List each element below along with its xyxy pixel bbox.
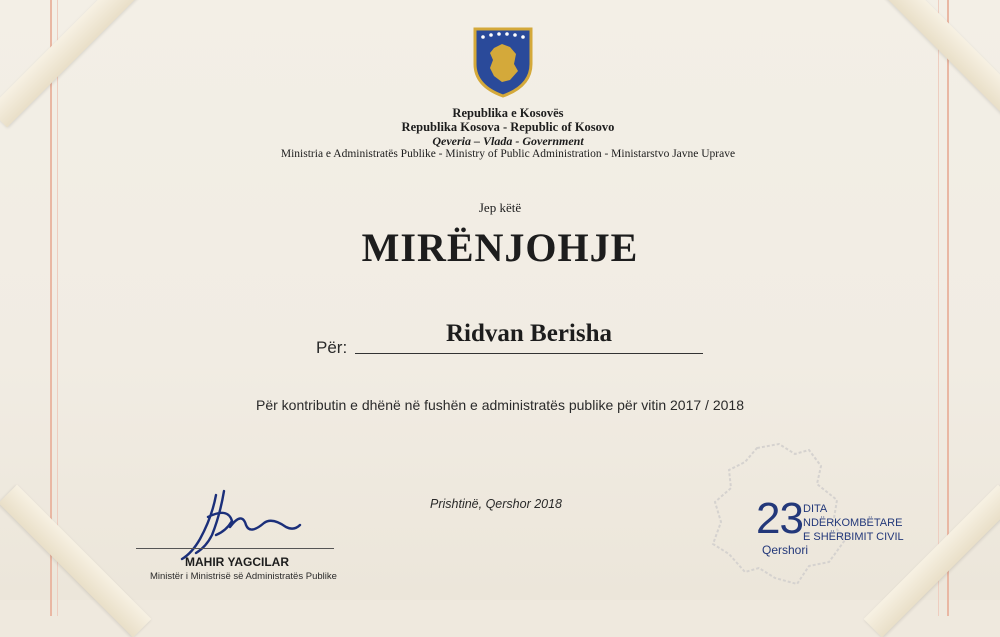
gives-text: Jep këtë xyxy=(478,200,522,215)
signatory-role: Ministër i Ministrisë së Administratës Publike xyxy=(150,571,337,582)
for-label: Për: xyxy=(316,338,348,357)
recipient-name: Ridvan Berisha xyxy=(445,320,612,347)
kosovo-coat-of-arms-icon xyxy=(472,26,534,98)
place-date: Prishtinë, Qershor 2018 xyxy=(430,497,563,511)
contribution-text: Për kontributin e dhënë në fushën e administratës publike për vitin 2017 / 2018 xyxy=(256,397,744,413)
signature-line xyxy=(136,548,334,549)
day-text-line-1: DITA xyxy=(803,503,828,515)
header-line-4: Ministria e Administratës Publike - Ministry of Public Administration - Ministarstvo Javne Uprave xyxy=(280,148,736,160)
day-text-line-3: E SHËRBIMIT CIVIL xyxy=(803,531,904,543)
day-number: 23 xyxy=(756,494,803,543)
header-line-3: Qeveria – Vlada - Government xyxy=(432,134,584,148)
header-line-2: Republika Kosova - Republic of Kosovo xyxy=(401,120,615,134)
recipient-underline xyxy=(355,353,703,354)
signatory-name: MAHIR YAGCILAR xyxy=(185,555,290,569)
header-line-1: Republika e Kosovës xyxy=(452,106,564,120)
certificate-title: MIRËNJOHJE xyxy=(361,225,639,270)
day-text-line-2: NDËRKOMBËTARE xyxy=(803,517,903,529)
day-month: Qershori xyxy=(762,543,809,557)
